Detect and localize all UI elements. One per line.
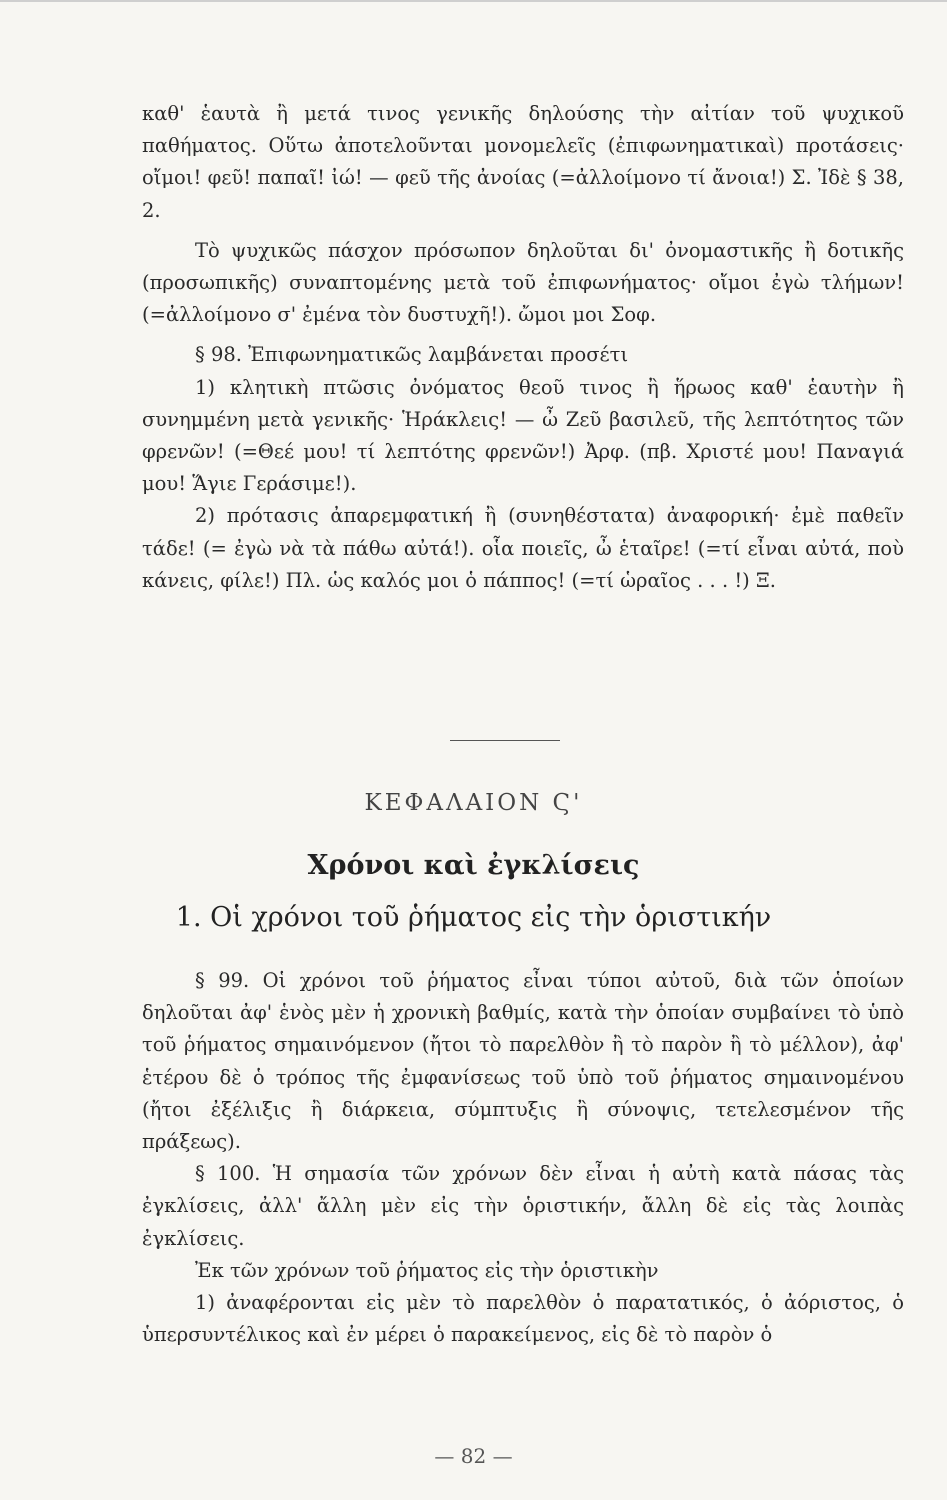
paragraph: 1) ἀναφέρονται εἰς μὲν τὸ παρελθὸν ὁ παρατατικός, ὁ ἀόριστος, ὁ ὑπερσυντέλικος καὶ ἐν μέρει ὁ παρακείμενος, εἰς δὲ τὸ παρὸν ὁ [142,1291,904,1347]
page-top-edge [0,0,947,2]
section-heading: 1. Οἱ χρόνοι τοῦ ῥήματος εἰς τὴν ὁριστικήν [175,902,772,933]
paragraph: 2) πρότασις ἀπαρεμφατική ἢ (συνηθέστατα) ἀναφορική· ἐμὲ παθεῖν τάδε! (= ἐγὼ νὰ τὰ πάθω αὐτά!). οἷα ποιεῖς, ὦ ἑταῖρε! (=τί εἶναι αὐτά, ποὺ κάνεις, φίλε!) Πλ. ὡς καλός μοι ὁ πάππος! (=τί ὡραῖος . . . !) Ξ. [142,504,904,592]
chapter-subtitle: Χρόνοι καὶ ἐγκλίσεις [307,850,640,881]
paragraph: 1) κλητικὴ πτῶσις ὀνόματος θεοῦ τινος ἢ ἥρωος καθ' ἑαυτὴν ἢ συνημμένη μετὰ γενικῆς· Ἡράκλεις! — ὦ Ζεῦ βασιλεῦ, τῆς λεπτότητος τῶν φρενῶν! (=Θεέ μου! τί λεπτότης φρενῶν!) Ἀρφ. (πβ. Χριστέ μου! Παναγιά μου! Ἅγιε Γεράσιμε!). [142,375,904,496]
paragraph: § 99. Οἱ χρόνοι τοῦ ῥήματος εἶναι τύποι αὐτοῦ, διὰ τῶν ὁποίων δηλοῦται ἀφ' ἑνὸς μὲν ἡ χρονικὴ βαθμίς, κατὰ τὴν ὁποίαν συμβαίνει τὸ ὑπὸ τοῦ ῥήματος σημαινόμενον (ἤτοι τὸ παρελθὸν ἢ τὸ παρὸν ἢ τὸ μέλλον), ἀφ' ἑτέρου δὲ ὁ τρόπος τῆς ἐμφανίσεως τοῦ ὑπὸ τοῦ ῥήματος σημαινομένου (ἤτοι ἐξέλιξις ἢ διάρκεια, σύμπτυξις ἢ σύνοψις, τετελεσμένον τῆς πράξεως). [142,969,904,1154]
text-block-bottom [142,965,904,1351]
paragraph: Τὸ ψυχικῶς πάσχον πρόσωπον δηλοῦται δι' ὀνομαστικῆς ἢ δοτικῆς (προσωπικῆς) συναπτομένης μετὰ τοῦ ἐπιφωνήματος· οἴμοι ἐγὼ τλήμων! (=ἀλλοίμονο σ' ἐμένα τὸν δυστυχῆ!). ὤμοι μοι Σοφ. [142,238,904,327]
chapter-heading: ΚΕΦΑΛΑΙΟΝ Ϛ' [364,790,583,816]
text-block-top [142,98,904,597]
page-number: — 82 — [434,1444,513,1468]
paragraph: Ἐκ τῶν χρόνων τοῦ ῥήματος εἰς τὴν ὁριστικὴν [195,1258,659,1282]
separator-rule [450,740,560,741]
paragraph: § 100. Ἡ σημασία τῶν χρόνων δὲν εἶναι ἡ αὐτὴ κατὰ πάσας τὰς ἐγκλίσεις, ἀλλ' ἄλλη μὲν εἰς τὴν ὁριστικήν, ἄλλη δὲ εἰς τὰς λοιπὰς ἐγκλίσεις. [142,1162,904,1250]
paragraph: καθ' ἑαυτὰ ἢ μετά τινος γενικῆς δηλούσης τὴν αἰτίαν τοῦ ψυχικοῦ παθήματος. Οὕτω ἀποτελοῦνται μονομελεῖς (ἐπιφωνηματικαὶ) προτάσεις· οἴμοι! φεῦ! παπαῖ! ἰώ! — φεῦ τῆς ἀνοίας (=ἀλλοίμονο τί ἄνοια!) Σ. Ἰδὲ § 38, 2. [142,102,904,222]
section-98-heading: § 98. Ἐπιφωνηματικῶς λαμβάνεται προσέτι [195,343,629,367]
